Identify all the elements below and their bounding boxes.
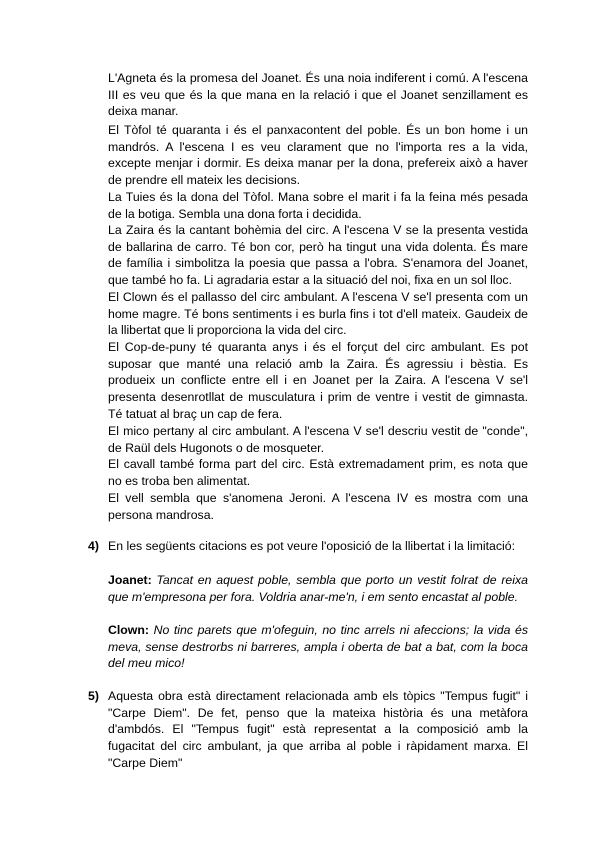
paragraph-clown: El Clown és el pallasso del circ ambulant. A l'escena V se'l presenta com un home magre. Té bons sentiments i es burla fins i tot d'ell mateix. Gaudeix de la llibertat que li proporciona la vida del circ. [108,290,528,338]
quote-joanet [108,572,528,605]
quote-text: No tinc parets que m'ofeguin, no tinc arrels ni afeccions; la vida és meva, sense destrorbs ni barreres, ampla i oberta de bat a bat, com la boca del meu mico! [108,623,528,671]
section-4-number: 4) [88,539,99,553]
section-4-intro: En les següents citacions es pot veure l'oposició de la llibertat i la limitació: [108,539,515,553]
section-5-number: 5) [88,689,99,703]
paragraph-zaira: La Zaira és la cantant bohèmia del circ. A l'escena V se la presenta vestida de ballarina de carro. Té bon cor, però ha tingut una vida dolenta. És mare de família i simbolitza la poesia que passa a l'obra. S'enamora del Joanet, que també ho fa. Li agradaria estar a la situació del noi, fixa en un sol lloc. [108,223,528,288]
paragraph-cop-de-puny: El Cop-de-puny té quaranta anys i és el forçut del circ ambulant. Es pot suposar que manté una relació amb la Zaira. És agressiu i bèstia. Es produeix un conflicte entre ell i en Joanet per la Zaira. A l'escena V se'l presenta desenrotllat de musculatura i prim de ventre i vestit de gimnasta. Té tatuat al braç un cap de fera. [108,340,528,421]
paragraph-tofol: El Tòfol té quaranta i és el panxacontent del poble. És un bon home i un mandrós. A l'escena I es veu clarament que no l'importa res a la vida, excepte menjar i dormir. Es deixa manar per la dona, prefereix això a haver de prendre ell mateix les decisions. [108,123,528,188]
paragraph-mico: El mico pertany al circ ambulant. A l'escena V se'l descriu vestit de "conde", de Raül dels Hugonots o de mosqueter. [108,424,528,455]
quote-clown [108,622,528,672]
paragraph-cavall: El cavall també forma part del circ. Està extremadament prim, es nota que no es troba ben alimentat. [108,457,528,488]
paragraph-tuies: La Tuies és la dona del Tòfol. Mana sobre el marit i fa la feina més pesada de la botiga. Sembla una dona forta i decidida. [108,190,528,221]
quote-speaker: Joanet: [108,573,152,587]
quote-speaker: Clown: [108,623,149,637]
paragraph-agneta: L'Agneta és la promesa del Joanet. És una noia indiferent i comú. A l'escena III es veu que és la que mana en la relació i que el Joanet senzillament es deixa manar. [108,71,528,119]
paragraph-vell: El vell sembla que s'anomena Jeroni. A l'escena IV es mostra com una persona mandrosa. [108,491,528,522]
section-5-text: Aquesta obra està directament relacionada amb els tòpics "Tempus fugit" i "Carpe Diem". De fet, penso que la mateixa història és una metàfora d'ambdós. El "Tempus fugit" està representat a la composició amb la fugacitat del circ ambulant, ja que arriba al poble i ràpidament marxa. El "Carpe Diem" [108,689,528,770]
quote-text: Tancat en aquest poble, sembla que porto un vestit folrat de reixa que m'empresona per fora. Voldria anar-me'n, i em sento encastat al poble. [108,573,528,604]
